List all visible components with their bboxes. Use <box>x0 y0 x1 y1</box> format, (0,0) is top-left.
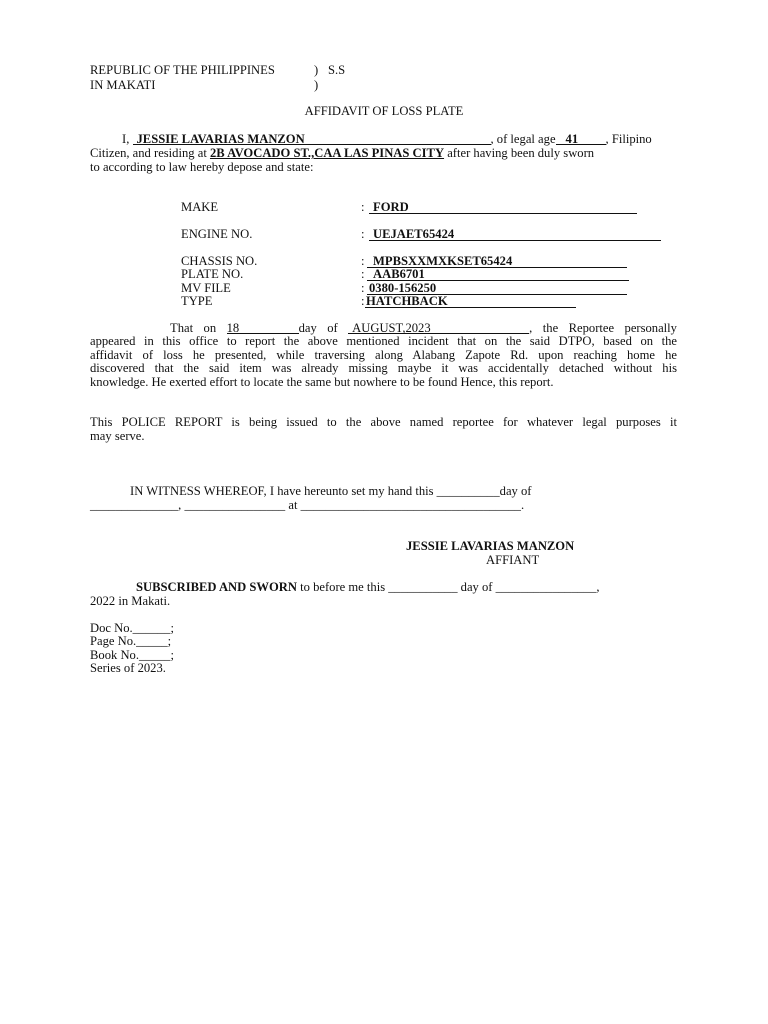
field-underline-type <box>365 307 576 308</box>
field-value-make: FORD <box>373 200 409 214</box>
day-of-text: day of <box>298 321 338 335</box>
doc-no-blank: ______; <box>132 621 174 635</box>
page-no-line <box>90 634 171 648</box>
makati-paren: ) <box>314 78 319 92</box>
filipino-text: , Filipino <box>605 132 652 146</box>
field-label-make: MAKE <box>181 200 219 214</box>
that-on-text: That on <box>170 321 217 335</box>
field-value-engine: UEJAET65424 <box>373 227 455 241</box>
book-no-blank: _____; <box>138 648 174 662</box>
field-sep-type: : <box>361 294 365 308</box>
page-no-blank: _____; <box>136 634 172 648</box>
field-value-chassis: MPBSXXMXKSET65424 <box>373 254 513 268</box>
intro-line-1 <box>122 132 652 146</box>
intro-line-2 <box>90 146 594 160</box>
narrative-line-5: knowledge. He exerted effort to locate the same but nowhere to be found Hence, this report. <box>90 374 554 389</box>
affiant-name-field <box>133 132 491 145</box>
ss-paren: ) <box>314 63 319 77</box>
field-underline-make <box>369 213 637 214</box>
in-makati: IN MAKATI <box>90 78 156 92</box>
police-report-paragraph <box>90 416 677 443</box>
month-year-value: AUGUST,2023 <box>352 321 431 335</box>
series-line: Series of 2023. <box>90 661 166 675</box>
doc-no-label: Doc No. <box>90 621 133 635</box>
day-field <box>227 321 299 334</box>
police-report-line-1: This POLICE REPORT is being issued to the above named reportee for whatever legal purposes it <box>90 415 677 429</box>
field-label-mvfile: MV FILE <box>181 281 231 295</box>
sworn-line-2: 2022 in Makati. <box>90 594 171 608</box>
witness-line-1: IN WITNESS WHEREOF, I have hereunto set my hand this __________day of <box>130 484 532 498</box>
after-text: after having been duly sworn <box>447 146 595 160</box>
field-label-type: TYPE <box>181 294 213 308</box>
field-value-type: HATCHBACK <box>366 294 448 308</box>
field-value-mvfile: 0380-156250 <box>369 281 437 295</box>
month-year-field <box>348 321 529 334</box>
intro-line-3: to according to law hereby depose and state: <box>90 160 314 174</box>
narrative-line-1 <box>170 321 677 335</box>
age-field <box>556 132 606 145</box>
narrative-line-4: discovered that the said item was already missing maybe it was accidentally detached without his <box>90 361 677 376</box>
field-label-chassis: CHASSIS NO. <box>181 254 258 268</box>
book-no-label: Book No. <box>90 648 139 662</box>
narrative-line-1-rest: , the Reportee personally <box>529 321 677 335</box>
field-underline-engine <box>369 240 661 241</box>
narrative-line-3: affidavit of loss he presented, while traversing along Alabang Zapote Rd. upon reaching home he <box>90 347 677 362</box>
affiant-name: JESSIE LAVARIAS MANZON <box>136 132 305 146</box>
document-title: AFFIDAVIT OF LOSS PLATE <box>304 104 464 118</box>
witness-line-2: ______________, ________________ at ___________________________________. <box>90 498 525 512</box>
police-report-line-2: may serve. <box>90 428 145 443</box>
republic-header: REPUBLIC OF THE PHILIPPINES <box>90 63 275 77</box>
field-sep-mvfile: : <box>361 281 365 295</box>
intro-i: I, <box>122 132 130 146</box>
subscribed-sworn-bold: SUBSCRIBED AND SWORN <box>136 580 297 594</box>
narrative-line-2: appeared in this office to report the above mentioned incident that on the said DTPO, based on the <box>90 334 677 348</box>
affiant-signature-name: JESSIE LAVARIAS MANZON <box>406 539 575 553</box>
narrative-body <box>90 335 677 389</box>
age-value: 41 <box>565 132 579 146</box>
citizen-text: Citizen, and residing at <box>90 146 207 160</box>
field-value-plate: AAB6701 <box>373 267 425 281</box>
sworn-line-1 <box>136 580 600 594</box>
doc-no-line <box>90 621 174 635</box>
sworn-line-1-rest: to before me this ___________ day of ________________, <box>300 580 600 594</box>
day-value: 18 <box>226 321 240 335</box>
field-sep-engine: : <box>361 227 365 241</box>
address-value: 2B AVOCADO ST.,CAA LAS PINAS CITY <box>209 146 445 160</box>
field-label-plate: PLATE NO. <box>181 267 244 281</box>
legal-age-text: , of legal age <box>490 132 556 146</box>
ss-label: S.S <box>328 63 346 77</box>
field-sep-plate: : <box>361 267 365 281</box>
affiant-label: AFFIANT <box>486 553 540 567</box>
field-label-engine: ENGINE NO. <box>181 227 253 241</box>
page-no-label: Page No. <box>90 634 137 648</box>
field-sep-chassis: : <box>361 254 365 268</box>
field-sep-make: : <box>361 200 365 214</box>
book-no-line <box>90 648 174 662</box>
